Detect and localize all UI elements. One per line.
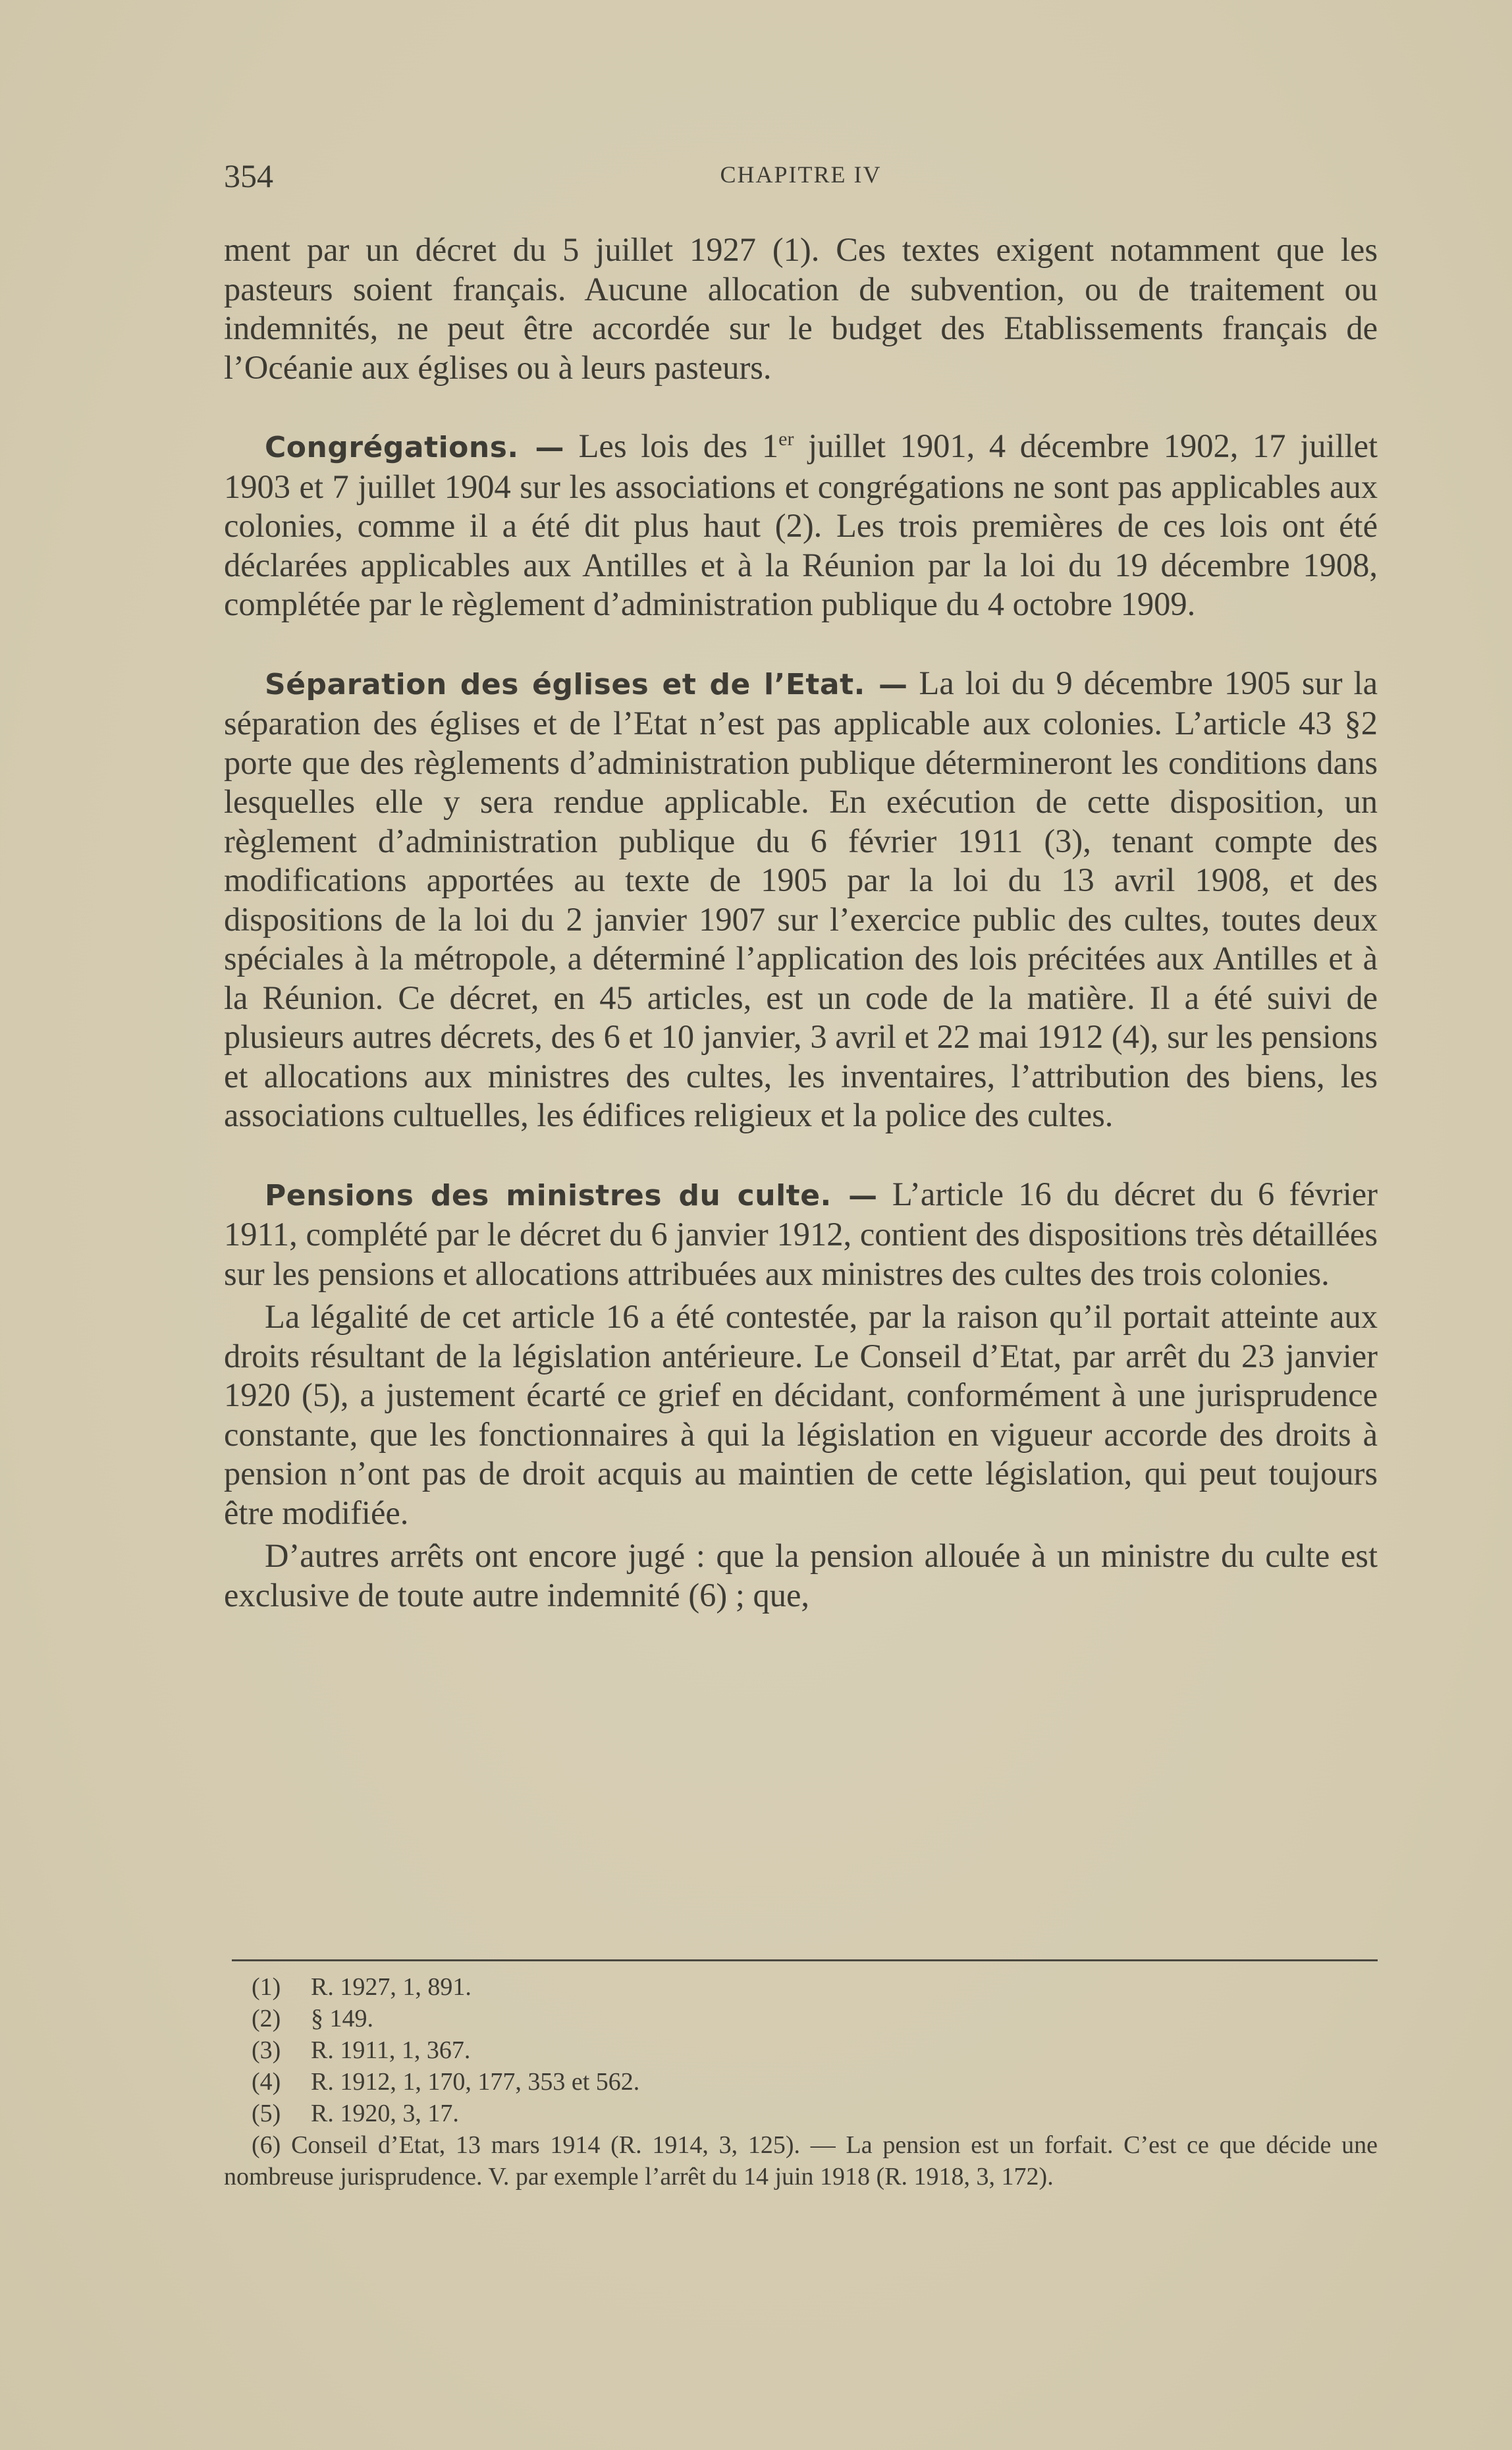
footnote-divider [232, 1959, 1378, 1961]
page-header [224, 157, 1378, 203]
paragraph-separation [224, 664, 1378, 1135]
section-heading-congregations: Congrégations. — [265, 431, 565, 464]
footnote [224, 2098, 1378, 2129]
footnote-number: (4) [252, 2068, 281, 2096]
section-heading-pensions: Pensions des ministres du culte. — [265, 1178, 878, 1212]
footnote-number: (1) [252, 1973, 281, 2001]
ordinal-superscript: er [778, 428, 794, 450]
footnote-number: (5) [252, 2100, 281, 2127]
footnote-number: (6) [252, 2131, 281, 2159]
footnotes [224, 1971, 1378, 2192]
footnote-number: (2) [252, 2005, 281, 2032]
footnote-text: Conseil d’Etat, 13 mars 1914 (R. 1914, 3, 125). — La pension est un forfait. C’est ce que décide une nombreuse jurisprudence. V. par exemple l’arrêt du 14 juin 1918 (R. 1918, 3, 172). [224, 2131, 1378, 2191]
footnote-text: R. 1920, 3, 17. [311, 2100, 459, 2127]
paragraph-continuation: ment par un décret du 5 juillet 1927 (1). Ces textes exigent notamment que les pasteurs soient français. Aucune allocation de subvention, ou de traitement ou indemnités, ne peut être accordée sur le budget des Etablissements français de l’Océanie aux églises ou à leurs pasteurs. [224, 231, 1378, 386]
footnote [224, 1971, 1378, 2003]
paragraph-pensions [224, 1175, 1378, 1294]
congregations-text-b: juillet 1901, 4 décembre 1902, 17 juillet 1903 et 7 juillet 1904 sur les associations et congrégations ne sont pas applicables aux colonies, comme il a été dit plus haut (2). Les trois premières de ces lois ont été déclarées applicables aux Antilles et à la Réunion par la loi du 19 décembre 1908, complétée par le règlement d’administration publique du 4 octobre 1909. [224, 427, 1378, 622]
footnote [224, 2003, 1378, 2034]
congregations-text-a: Les lois des 1 [564, 427, 779, 464]
footnote-text: R. 1927, 1, 891. [311, 1973, 472, 2001]
page-number: 354 [224, 157, 273, 194]
body-text [224, 231, 1378, 1615]
paragraph-autres-arrets: D’autres arrêts ont encore jugé : que la pension allouée à un ministre du culte est exclusive de toute autre indemnité (6) ; que, [224, 1537, 1378, 1614]
separation-text: La loi du 9 décembre 1905 sur la séparation des églises et de l’Etat n’est pas applicable aux colonies. L’article 43 §2 porte que des règlements d’administration publique détermineront les conditions dans lesquelles elle y sera rendue applicable. En exécution de cette disposition, un règlement d’administration publique du 6 février 1911 (3), tenant compte des modifications apportées au texte de 1905 par la loi du 13 avril 1908, et des dispositions de la loi du 2 janvier 1907 sur l’exercice public des cultes, toutes deux spéciales à la métropole, a déterminé l’application des lois précitées aux Antilles et à la Réunion. Ce décret, en 45 articles, est un code de la matière. Il a été suivi de plusieurs autres décrets, des 6 et 10 janvier, 3 avril et 22 mai 1912 (4), sur les pensions et allocations aux ministres des cultes, les inventaires, l’attribution des biens, les associations cultuelles, les édifices religieux et la police des cultes. [224, 664, 1378, 1133]
footnote-text: R. 1912, 1, 170, 177, 353 et 562. [311, 2068, 640, 2096]
section-heading-separation: Séparation des églises et de l’Etat. — [265, 667, 908, 701]
paragraph-congregations [224, 427, 1378, 624]
footnote [224, 2066, 1378, 2098]
footnote-text: R. 1911, 1, 367. [311, 2036, 471, 2064]
footnote-text: § 149. [311, 2005, 373, 2032]
pensions-text: L’article 16 du décret du 6 février 1911, complété par le décret du 6 janvier 1912, contient des dispositions très détaillées sur les pensions et allocations attribuées aux ministres des cultes des trois colonies. [224, 1175, 1378, 1292]
footnote [224, 2129, 1378, 2192]
footnote-number: (3) [252, 2036, 281, 2064]
paragraph-legalite: La légalité de cet article 16 a été contestée, par la raison qu’il portait atteinte aux droits résultant de la législation antérieure. Le Conseil d’Etat, par arrêt du 23 janvier 1920 (5), a justement écarté ce grief en décidant, conformément à une jurisprudence constante, que les fonctionnaires à qui la législation en vigueur accorde des droits à pension n’ont pas de droit acquis au maintien de cette législation, qui peut toujours être modifiée. [224, 1298, 1378, 1531]
footnote [224, 2034, 1378, 2066]
running-title: CHAPITRE IV [720, 161, 882, 188]
